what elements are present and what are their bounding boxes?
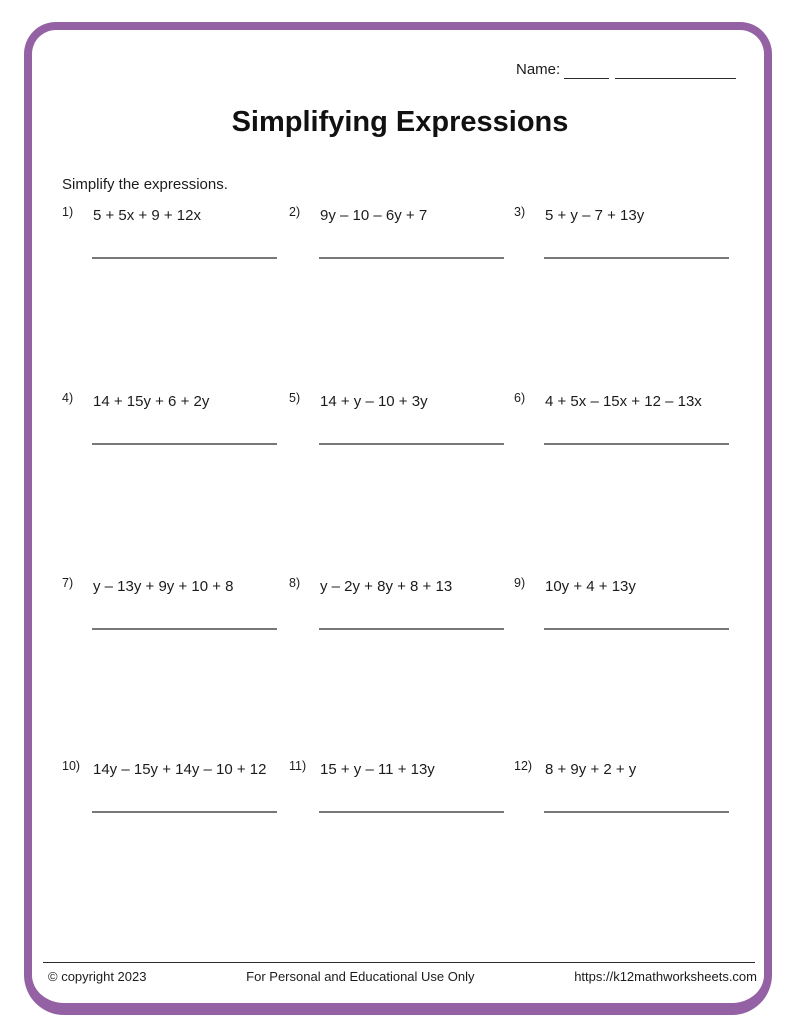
- problem-number: 7): [62, 576, 74, 590]
- problem-number: 5): [289, 391, 301, 405]
- problem-row: [62, 391, 730, 453]
- answer-blank-line: [319, 811, 504, 813]
- answer-blank-line: [544, 628, 729, 630]
- problem-expression: 5 + y – 7 + 13y: [545, 207, 645, 224]
- problem-number: 3): [514, 205, 526, 219]
- problem-expression: 10y + 4 + 13y: [545, 578, 636, 595]
- problem-expression: 5 + 5x + 9 + 12x: [93, 207, 201, 224]
- page-title: Simplifying Expressions: [231, 106, 569, 138]
- problem-12: [514, 759, 730, 821]
- problem-5: [289, 391, 514, 453]
- problem-1: [62, 205, 289, 267]
- answer-blank-line: [319, 443, 504, 445]
- answer-blank-line: [319, 628, 504, 630]
- name-blank-line: [615, 64, 736, 79]
- problem-number: 6): [514, 391, 526, 405]
- problem-expression: 15 + y – 11 + 13y: [320, 761, 435, 778]
- answer-blank-line: [92, 811, 277, 813]
- answer-blank-line: [544, 811, 729, 813]
- problem-6: [514, 391, 730, 453]
- name-blank-line: [564, 64, 609, 79]
- problem-number: 4): [62, 391, 74, 405]
- answer-blank-line: [319, 257, 504, 259]
- problem-number: 2): [289, 205, 301, 219]
- problem-11: [289, 759, 514, 821]
- problem-expression: 4 + 5x – 15x + 12 – 13x: [545, 393, 702, 410]
- problem-7: [62, 576, 289, 638]
- problem-row: [62, 205, 730, 267]
- problem-number: 10): [62, 759, 81, 773]
- problem-number: 1): [62, 205, 74, 219]
- answer-blank-line: [544, 443, 729, 445]
- decorative-border: [24, 22, 772, 1015]
- footer: [48, 969, 757, 984]
- footer-website-link[interactable]: https://k12mathworksheets.com: [574, 969, 757, 984]
- problem-row: [62, 759, 730, 821]
- problem-row: [62, 576, 730, 638]
- problem-expression: 14y – 15y + 14y – 10 + 12: [93, 761, 267, 778]
- problem-expression: 8 + 9y + 2 + y: [545, 761, 637, 778]
- problem-3: [514, 205, 730, 267]
- footer-divider: [43, 962, 755, 963]
- name-field-row: [516, 61, 736, 79]
- problem-2: [289, 205, 514, 267]
- answer-blank-line: [92, 628, 277, 630]
- problem-expression: 14 + 15y + 6 + 2y: [93, 393, 210, 410]
- answer-blank-line: [544, 257, 729, 259]
- problem-4: [62, 391, 289, 453]
- problem-expression: 14 + y – 10 + 3y: [320, 393, 428, 410]
- problem-expression: 9y – 10 – 6y + 7: [320, 207, 428, 224]
- footer-copyright: © copyright 2023: [48, 969, 147, 984]
- answer-blank-line: [92, 257, 277, 259]
- name-label: Name:: [516, 61, 561, 78]
- problem-number: 11): [289, 759, 307, 773]
- answer-blank-line: [92, 443, 277, 445]
- problem-expression: y – 13y + 9y + 10 + 8: [93, 578, 234, 595]
- instruction-text: Simplify the expressions.: [62, 176, 228, 193]
- problem-9: [514, 576, 730, 638]
- problem-number: 12): [514, 759, 533, 773]
- footer-usage-text: For Personal and Educational Use Only: [246, 969, 475, 984]
- problem-expression: y – 2y + 8y + 8 + 13: [320, 578, 453, 595]
- problem-10: [62, 759, 289, 821]
- problem-8: [289, 576, 514, 638]
- problem-number: 9): [514, 576, 526, 590]
- problem-number: 8): [289, 576, 301, 590]
